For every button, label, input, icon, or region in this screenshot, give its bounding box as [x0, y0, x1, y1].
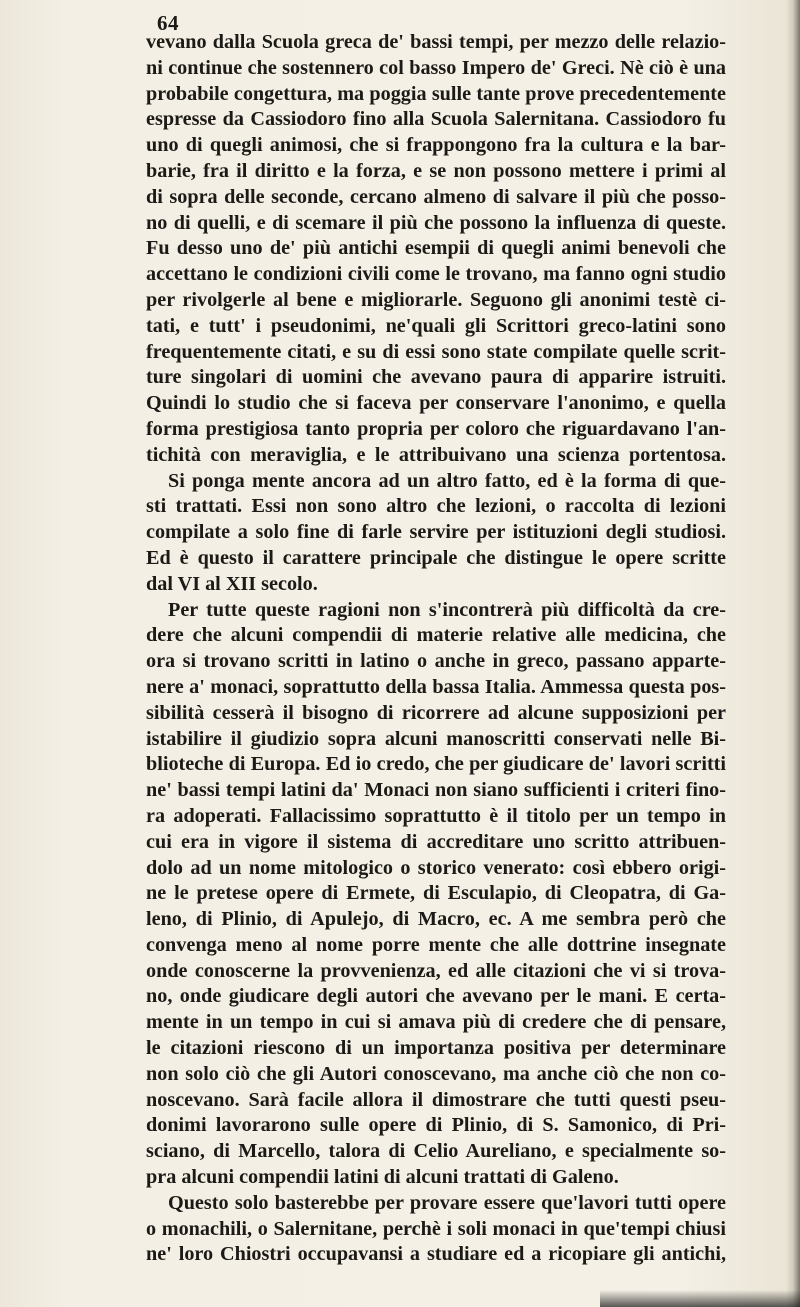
- text-line: dal VI al XII secolo.: [146, 572, 318, 595]
- text-line: tichità con meraviglia, e le attribuivano una scienza portentosa.: [146, 443, 726, 466]
- text-line: ne' bassi tempi latini da' Monaci non siano sufficienti i criteri fino-: [146, 779, 726, 802]
- text-line: istabilire il giudizio sopra alcuni manoscritti conservati nelle Bi-: [146, 727, 726, 750]
- text-line: ne' loro Chiostri occupavansi a studiare ed a ricopiare gli antichi,: [146, 1243, 726, 1266]
- text-line: leno, di Plinio, di Apulejo, di Macro, ec. A me sembra però che: [146, 908, 726, 931]
- text-line: Quindi lo studio che si faceva per conservare l'anonimo, e quella: [146, 392, 726, 415]
- text-line: nere a' monaci, soprattutto della bassa Italia. Ammessa questa pos-: [146, 675, 726, 698]
- text-line: di sopra delle seconde, cercano almeno di salvare il più che posso-: [146, 185, 726, 208]
- text-line: donimi lavorarono sulle opere di Plinio, di S. Samonico, di Pri-: [146, 1114, 726, 1137]
- body-text: [146, 30, 726, 1268]
- text-line: Ed è questo il carattere principale che distingue le opere scritte: [146, 546, 726, 569]
- text-line: no di quelli, e di scemare il più che possono la influenza di queste.: [146, 211, 726, 234]
- text-line: Questo solo basterebbe per provare essere que'lavori tutti opere: [168, 1191, 726, 1214]
- text-line: dolo ad un nome mitologico o storico venerato: così ebbero origi-: [146, 856, 726, 879]
- text-line: Per tutte queste ragioni non s'incontrerà più difficoltà da cre-: [168, 598, 726, 621]
- text-line: cui era in vigore il sistema di accreditare uno scritto attribuen-: [146, 830, 726, 853]
- text-line: mente in un tempo in cui si amava più di credere che di pensare,: [146, 1011, 726, 1034]
- page-corner-shadow: [600, 1290, 800, 1307]
- text-line: probabile congettura, ma poggia sulle tante prove precedentemente: [146, 82, 726, 105]
- text-line: forma prestigiosa tanto propria per coloro che riguardavano l'an-: [146, 417, 726, 440]
- text-line: noscevano. Sarà facile allora il dimostrare che tutti questi pseu-: [146, 1088, 726, 1111]
- text-line: ora si trovano scritti in latino o anche in greco, passano apparte-: [146, 650, 726, 673]
- text-line: no, onde giudicare degli autori che avevano per le mani. E certa-: [146, 985, 726, 1008]
- text-line: compilate a solo fine di farle servire per istituzioni degli studiosi.: [146, 521, 726, 544]
- text-line: ture singolari di uomini che avevano paura di apparire istruiti.: [146, 366, 726, 389]
- text-line: ne le pretese opere di Ermete, di Esculapio, di Cleopatra, di Ga-: [146, 882, 726, 905]
- text-line: espresse da Cassiodoro fino alla Scuola Salernitana. Cassiodoro fu: [146, 108, 726, 131]
- text-line: tati, e tutt' i pseudonimi, ne'quali gli Scrittori greco-latini sono: [146, 314, 726, 337]
- text-line: Fu desso uno de' più antichi esempii di quegli animi benevoli che: [146, 237, 726, 260]
- text-line: Si ponga mente ancora ad un altro fatto, ed è la forma di que-: [168, 469, 726, 492]
- text-line: ni continue che sostennero col basso Impero de' Greci. Nè ciò è una: [146, 56, 726, 79]
- text-line: dere che alcuni compendii di materie relative alle medicina, che: [146, 624, 726, 647]
- text-line: sti trattati. Essi non sono altro che lezioni, o raccolta di lezioni: [146, 495, 726, 518]
- text-line: pra alcuni compendii latini di alcuni trattati di Galeno.: [146, 1166, 619, 1189]
- text-line: non solo ciò che gli Autori conoscevano, ma anche ciò che non co-: [146, 1062, 726, 1085]
- text-line: frequentemente citati, e su di essi sono state compilate quelle scrit-: [146, 340, 726, 363]
- text-line: convenga meno al nome porre mente che alle dottrine insegnate: [146, 933, 726, 956]
- text-line: le citazioni riescono di un importanza positiva per determinare: [146, 1037, 726, 1060]
- text-line: ra adoperati. Fallacissimo soprattutto è il titolo per un tempo in: [146, 804, 726, 827]
- text-line: sciano, di Marcello, talora di Celio Aureliano, e specialmente so-: [146, 1140, 726, 1163]
- text-line: barie, fra il diritto e la forza, e se non possono mettere i primi al: [146, 159, 726, 182]
- text-line: vevano dalla Scuola greca de' bassi tempi, per mezzo delle relazio-: [146, 31, 726, 53]
- text-line: sibilità cesserà il bisogno di ricorrere ad alcune supposizioni per: [146, 701, 726, 724]
- text-line: onde conoscerne la provvenienza, ed alle citazioni che vi si trova-: [146, 959, 726, 982]
- page-edge-shadow: [786, 0, 800, 1307]
- text-line: per rivolgerle al bene e migliorarle. Seguono gli anonimi testè ci-: [146, 288, 726, 311]
- text-line: uno di quegli animosi, che si frappongono fra la cultura e la bar-: [146, 134, 726, 157]
- page-number: 64: [157, 11, 179, 35]
- text-line: blioteche di Europa. Ed io credo, che per giudicare de' lavori scritti: [146, 753, 726, 776]
- text-line: o monachili, o Salernitane, perchè i soli monaci in que'tempi chiusi: [146, 1217, 726, 1240]
- text-line: accettano le condizioni civili come le trovano, ma fanno ogni studio: [146, 263, 726, 286]
